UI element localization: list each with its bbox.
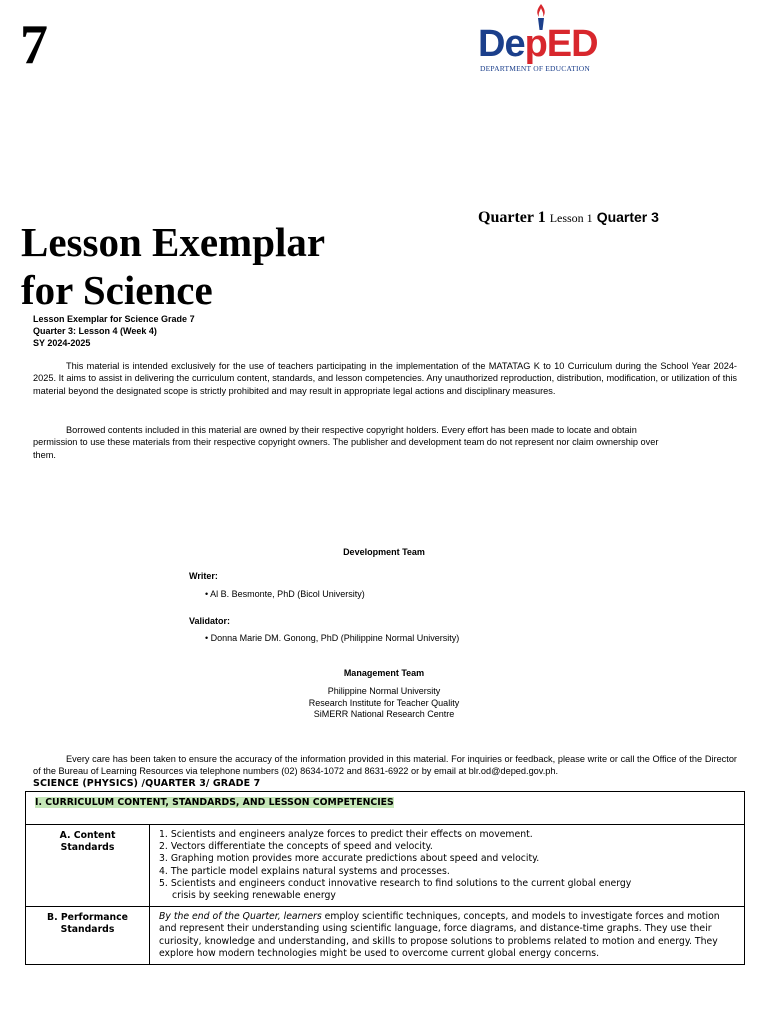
performance-standards-cell [150, 907, 745, 965]
logo-word-part1: De [478, 23, 525, 65]
validator-label: Validator: [189, 616, 231, 626]
meta-line-1: Lesson Exemplar for Science Grade 7 [33, 314, 195, 324]
logo-word-part2: pED [524, 23, 598, 65]
list-item: 4. The particle model explains natural systems and processes. [159, 865, 450, 877]
copyright-line-3: them. [33, 449, 56, 460]
lesson-label: Lesson 1 [549, 211, 593, 225]
logo-wordmark [478, 22, 598, 66]
content-standards-list [159, 829, 734, 902]
quarter-label: Quarter 1 [478, 209, 546, 226]
copyright-line-1: Borrowed contents included in this material are owned by their respective copyright holders. Every effort has been made to locate and obtain [66, 425, 637, 435]
title-line-1: Lesson Exemplar [21, 219, 326, 265]
quarter-lesson-line [478, 206, 659, 229]
section-cell [26, 792, 745, 825]
validator-name: • Donna Marie DM. Gonong, PhD (Philippine Normal University) [205, 633, 460, 643]
grade-number: 7 [20, 14, 48, 76]
list-item: 2. Vectors differentiate the concepts of speed and velocity. [159, 841, 433, 853]
management-team-list [0, 686, 768, 721]
document-meta [33, 313, 195, 349]
meta-line-2: Quarter 3: Lesson 4 (Week 4) [33, 326, 157, 336]
list-item: 3. Graphing motion provides more accurate predictions about speed and velocity. [159, 853, 540, 865]
item5-line-1: 5. Scientists and engineers conduct innovative research to find solutions to the current global energy [159, 877, 632, 889]
section-title: I. CURRICULUM CONTENT, STANDARDS, AND LESSON COMPETENCIES [35, 797, 394, 808]
management-line-1: Philippine Normal University [327, 686, 441, 696]
writer-label: Writer: [189, 571, 218, 581]
performance-lead: By the end of the Quarter, learners [159, 911, 322, 923]
performance-standards-row [26, 907, 745, 965]
document-title [21, 218, 325, 314]
meta-line-3: SY 2024-2025 [33, 338, 91, 348]
title-line-2: for Science [21, 267, 213, 313]
management-team-heading: Management Team [343, 668, 425, 678]
management-line-3: SiMERR National Research Centre [313, 709, 455, 720]
curriculum-table [25, 791, 745, 965]
performance-text: employ scientific techniques, concepts, and models to investigate forces and motion and represent their understanding using scientific language, force diagrams, and distance-time graphs. They use their curiosity, knowledge and understanding, and skills to propose solutions to problems related to motion and energy. They explore how modern technologies might be used to overcome current global energy concerns. [159, 911, 720, 959]
feedback-notice: Every care has been taken to ensure the accuracy of the information provided in this material. For inquiries or feedback, please write or call the Office of the Director of the Bureau of Learning Resources via telephone numbers (02) 8634-1072 and 8631-6922 or by email at blr.od@deped.gov.ph. [33, 754, 737, 777]
copyright-line-2: permission to use these materials from their respective copyright owners. The publisher and development team do not represent nor claim ownership over [33, 437, 659, 448]
content-standards-label: A. Content Standards [26, 825, 150, 907]
subject-heading: SCIENCE (PHYSICS) /QUARTER 3/ GRADE 7 [33, 778, 261, 789]
writer-name: • Al B. Besmonte, PhD (Bicol University) [205, 589, 365, 599]
quarter-label-2: Quarter 3 [596, 209, 659, 225]
list-item: 1. Scientists and engineers analyze forces to predict their effects on movement. [159, 829, 533, 840]
deped-logo [478, 4, 610, 74]
management-line-2: Research Institute for Teacher Quality [308, 697, 460, 708]
content-standards-cell [150, 825, 745, 907]
intended-use-notice: This material is intended exclusively for the use of teachers participating in the implementation of the MATATAG K to 10 Curriculum during the School Year 2024-2025. It aims to assist in delivering the curriculum content, standards, and lesson competencies. Any unauthorized reproduction, distribution, modification, or utilization of this material beyond the designated scope is strictly prohibited and may result in appropriate legal actions and disciplinary measures. [33, 361, 737, 396]
performance-standards-label: B. Performance Standards [26, 907, 150, 965]
item5-line-2: crisis by seeking renewable energy [172, 890, 336, 902]
section-row [26, 792, 745, 825]
logo-subtitle: DEPARTMENT OF EDUCATION [480, 64, 590, 73]
development-team-heading: Development Team [343, 547, 425, 557]
list-item [159, 878, 734, 902]
content-standards-row [26, 825, 745, 907]
copyright-notice [33, 424, 737, 461]
